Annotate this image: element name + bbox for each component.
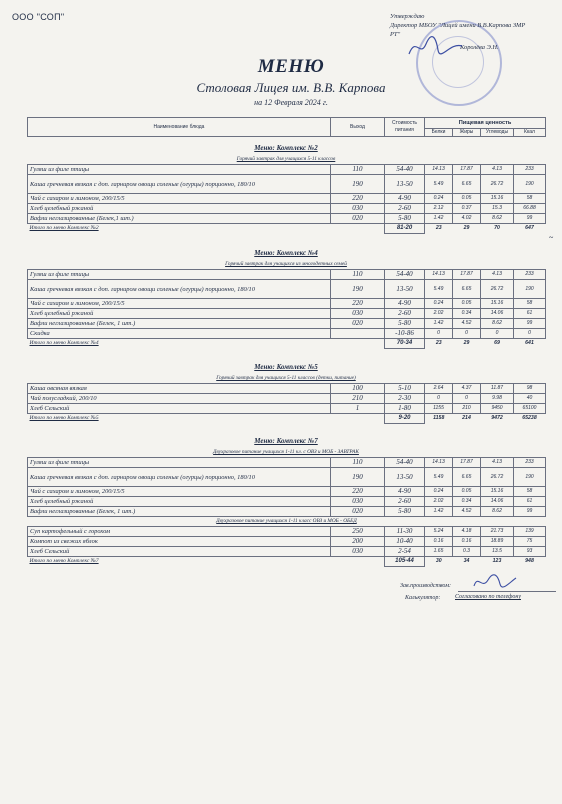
section-complex-5 bbox=[27, 362, 545, 424]
scribble-mark: ~ bbox=[549, 233, 554, 242]
dish-out: 020 bbox=[331, 507, 385, 517]
dish-out: 020 bbox=[331, 214, 385, 224]
dish-proteins: 2.02 bbox=[425, 497, 453, 507]
dish-proteins: 1.65 bbox=[425, 547, 453, 557]
total-proteins: 23 bbox=[435, 340, 442, 347]
table-row bbox=[28, 547, 546, 557]
dish-price: 2-60 bbox=[385, 309, 425, 319]
dish-fats: 0 bbox=[453, 329, 481, 339]
dish-kcal: 190 bbox=[514, 175, 546, 194]
dish-price: 2-30 bbox=[385, 394, 425, 404]
dish-price: 13-50 bbox=[385, 280, 425, 299]
dish-price: 4-90 bbox=[385, 299, 425, 309]
dish-carbs: 14.06 bbox=[481, 309, 514, 319]
total-row bbox=[28, 414, 546, 424]
dish-out: 030 bbox=[331, 547, 385, 557]
dish-fats: 210 bbox=[453, 404, 481, 414]
table-row bbox=[28, 309, 546, 319]
dish-price: 5-80 bbox=[385, 507, 425, 517]
total-label: Итого по меню Комплекс №7 bbox=[29, 558, 99, 565]
dish-price: 11-30 bbox=[385, 527, 425, 537]
dish-fats: 0.05 bbox=[453, 487, 481, 497]
dish-fats: 4.52 bbox=[453, 319, 481, 329]
dish-fats: 17.87 bbox=[453, 165, 481, 175]
dish-price: 2-60 bbox=[385, 204, 425, 214]
dish-proteins: 0.24 bbox=[425, 299, 453, 309]
section-complex-2 bbox=[27, 143, 545, 234]
dish-carbs: 8.62 bbox=[481, 507, 514, 517]
dish-name: Каша гречневая вязкая с доп. гарниром овощи соленые (огурцы) порционно, 180/10 bbox=[28, 468, 331, 487]
section-subtitle: Горячий завтрак для учащихся из многодетных семей bbox=[225, 261, 347, 267]
table-row bbox=[28, 194, 546, 204]
dish-proteins: 0 bbox=[425, 394, 453, 404]
dish-price: 2-54 bbox=[385, 547, 425, 557]
dish-carbs: 9450 bbox=[481, 404, 514, 414]
dish-kcal: 65100 bbox=[514, 404, 546, 414]
table-row bbox=[28, 468, 546, 487]
total-kcal: 65238 bbox=[522, 415, 537, 422]
dish-out: 220 bbox=[331, 194, 385, 204]
dish-kcal: 66.88 bbox=[514, 204, 546, 214]
total-carbs: 69 bbox=[494, 340, 500, 347]
dish-proteins: 14.13 bbox=[425, 458, 453, 468]
dish-fats: 6.65 bbox=[453, 175, 481, 194]
dish-out: 210 bbox=[331, 394, 385, 404]
table-row bbox=[28, 165, 546, 175]
table-row bbox=[28, 175, 546, 194]
dish-out: 020 bbox=[331, 319, 385, 329]
dish-name: Хлеб целебный ржаной bbox=[28, 204, 331, 214]
table-row bbox=[28, 270, 546, 280]
dish-fats: 4.02 bbox=[453, 214, 481, 224]
dish-proteins: 14.13 bbox=[425, 270, 453, 280]
dish-proteins: 14.13 bbox=[425, 165, 453, 175]
section-table bbox=[27, 164, 546, 234]
total-price: 105-44 bbox=[385, 557, 425, 567]
dish-out: 190 bbox=[331, 280, 385, 299]
dish-fats: 0.37 bbox=[453, 204, 481, 214]
dish-name: Каша овсяная вязкая bbox=[28, 384, 331, 394]
dish-kcal: 75 bbox=[514, 537, 546, 547]
dish-price: 4-90 bbox=[385, 194, 425, 204]
total-price: 70-34 bbox=[385, 339, 425, 349]
dish-carbs: 26.72 bbox=[481, 468, 514, 487]
dish-proteins: 2.64 bbox=[425, 384, 453, 394]
dish-name: Суп картофельный с горохом bbox=[28, 527, 331, 537]
dish-price: -10-86 bbox=[385, 329, 425, 339]
table-row bbox=[28, 404, 546, 414]
dish-kcal: 61 bbox=[514, 309, 546, 319]
total-price: 81-20 bbox=[385, 224, 425, 234]
table-row bbox=[28, 527, 546, 537]
dish-proteins: 1.42 bbox=[425, 214, 453, 224]
table-row bbox=[28, 280, 546, 299]
dish-kcal: 40 bbox=[514, 394, 546, 404]
dish-name: Хлеб целебный ржаной bbox=[28, 309, 331, 319]
producer-label: Зав.производством: bbox=[400, 583, 452, 589]
dish-out: 1 bbox=[331, 404, 385, 414]
dish-fats: 0 bbox=[453, 394, 481, 404]
dish-price: 13-50 bbox=[385, 175, 425, 194]
dish-proteins: 1.42 bbox=[425, 507, 453, 517]
dish-out: 030 bbox=[331, 309, 385, 319]
dish-name: Чай с сахаром и лимоном, 200/15/5 bbox=[28, 299, 331, 309]
dish-kcal: 233 bbox=[514, 458, 546, 468]
dish-carbs: 14.06 bbox=[481, 497, 514, 507]
dish-price: 4-90 bbox=[385, 487, 425, 497]
table-row bbox=[28, 384, 546, 394]
dish-kcal: 58 bbox=[514, 194, 546, 204]
dish-price: 54-40 bbox=[385, 165, 425, 175]
dish-proteins: 0 bbox=[425, 329, 453, 339]
dish-fats: 6.65 bbox=[453, 468, 481, 487]
table-row bbox=[28, 299, 546, 309]
section-table bbox=[27, 383, 546, 424]
page-subtitle: Столовая Лицея им. В.В. Карпова bbox=[196, 80, 386, 95]
dish-price: 2-60 bbox=[385, 497, 425, 507]
page-title: МЕНЮ bbox=[257, 56, 325, 77]
section-subtitle-2: Двухразовое питание учащихся 1-11 класс ОВЗ и МОБ - ОБЕД bbox=[216, 518, 357, 524]
dish-name: Хлеб Сельский bbox=[28, 404, 331, 414]
dish-fats: 4.18 bbox=[453, 527, 481, 537]
dish-name: Скидка bbox=[28, 329, 331, 339]
dish-kcal: 139 bbox=[514, 527, 546, 537]
dish-fats: 0.16 bbox=[453, 537, 481, 547]
header-proteins: Белки bbox=[425, 128, 453, 136]
dish-carbs: 15.16 bbox=[481, 487, 514, 497]
dish-price: 5-80 bbox=[385, 319, 425, 329]
total-label: Итого по меню Комплекс №4 bbox=[29, 340, 99, 347]
dish-out: 110 bbox=[331, 165, 385, 175]
dish-kcal: 190 bbox=[514, 280, 546, 299]
section-title: Меню: Комплекс №7 bbox=[254, 437, 318, 445]
dish-name: Вафли неглазированные (Белек,1 шт.) bbox=[28, 214, 331, 224]
header-price: Стоимость питания bbox=[385, 118, 425, 137]
total-price: 9-20 bbox=[385, 414, 425, 424]
approve-line-4: Королёва Э.Н. bbox=[460, 44, 499, 51]
dish-name: Вафли неглазированные (Белек, 1 шт.) bbox=[28, 507, 331, 517]
page-date: на 12 Февраля 2024 г. bbox=[254, 98, 328, 107]
dish-fats: 0.34 bbox=[453, 309, 481, 319]
total-carbs: 70 bbox=[494, 225, 500, 232]
signature-line bbox=[458, 591, 556, 592]
dish-name: Чай полусладкий, 200/10 bbox=[28, 394, 331, 404]
dish-out bbox=[331, 329, 385, 339]
total-row bbox=[28, 339, 546, 349]
dish-carbs: 13.5 bbox=[481, 547, 514, 557]
section-subtitle: Горячий завтрак для учащихся 5-11 классов bbox=[236, 156, 336, 162]
dish-carbs: 26.72 bbox=[481, 175, 514, 194]
dish-name: Вафли неглазированные (Белек, 1 шт.) bbox=[28, 319, 331, 329]
dish-name: Чай с сахаром и лимоном, 200/15/5 bbox=[28, 194, 331, 204]
dish-name: Компот из свежих яблок bbox=[28, 537, 331, 547]
approve-line-1: Утверждаю bbox=[390, 13, 425, 20]
dish-name: Каша гречневая вязкая с доп. гарниром овощи соленые (огурцы) порционно, 180/10 bbox=[28, 175, 331, 194]
dish-kcal: 99 bbox=[514, 214, 546, 224]
dish-carbs: 8.62 bbox=[481, 319, 514, 329]
dish-proteins: 2.02 bbox=[425, 309, 453, 319]
dish-out: 030 bbox=[331, 204, 385, 214]
header-carbs: Углеводы bbox=[481, 128, 514, 136]
dish-out: 110 bbox=[331, 270, 385, 280]
dish-carbs: 26.72 bbox=[481, 280, 514, 299]
total-row bbox=[28, 557, 546, 567]
dish-fats: 4.52 bbox=[453, 507, 481, 517]
dish-kcal: 190 bbox=[514, 468, 546, 487]
table-row bbox=[28, 394, 546, 404]
table-header bbox=[27, 117, 546, 137]
dish-proteins: 5.24 bbox=[425, 527, 453, 537]
table-row bbox=[28, 214, 546, 224]
section-title: Меню: Комплекс №2 bbox=[254, 144, 318, 152]
dish-carbs: 15.3 bbox=[481, 204, 514, 214]
dish-fats: 0.3 bbox=[453, 547, 481, 557]
producer-signature bbox=[470, 572, 520, 592]
table-row bbox=[28, 537, 546, 547]
subsection-row bbox=[28, 517, 546, 527]
dish-out: 250 bbox=[331, 527, 385, 537]
dish-proteins: 1155 bbox=[425, 404, 453, 414]
calc-label: Калькулятор: bbox=[405, 595, 441, 601]
table-row bbox=[28, 507, 546, 517]
approve-line-3: РТ" bbox=[390, 31, 401, 38]
dish-kcal: 99 bbox=[514, 507, 546, 517]
header-nutrition: Пищевая ценность bbox=[425, 118, 546, 129]
section-table bbox=[27, 269, 546, 349]
dish-fats: 6.65 bbox=[453, 280, 481, 299]
section-subtitle: Горячий завтрак для учащихся 5-11 классов (детки, питание) bbox=[216, 375, 356, 381]
dish-name: Гуляш из филе птицы bbox=[28, 165, 331, 175]
dish-out: 110 bbox=[331, 458, 385, 468]
total-kcal: 641 bbox=[525, 340, 534, 347]
org-name: ООО "СОП" bbox=[12, 12, 65, 22]
table-row bbox=[28, 204, 546, 214]
dish-price: 10-40 bbox=[385, 537, 425, 547]
dish-carbs: 18.89 bbox=[481, 537, 514, 547]
total-proteins: 30 bbox=[435, 558, 442, 565]
section-title: Меню: Комплекс №5 bbox=[254, 363, 318, 371]
dish-carbs: 15.16 bbox=[481, 194, 514, 204]
dish-kcal: 0 bbox=[514, 329, 546, 339]
table-row bbox=[28, 319, 546, 329]
total-label: Итого по меню Комплекс №2 bbox=[29, 225, 99, 232]
total-fats: 29 bbox=[463, 340, 470, 347]
dish-price: 54-40 bbox=[385, 270, 425, 280]
total-carbs: 9472 bbox=[491, 415, 503, 422]
dish-carbs: 0 bbox=[481, 329, 514, 339]
dish-proteins: 0.16 bbox=[425, 537, 453, 547]
dish-fats: 4.37 bbox=[453, 384, 481, 394]
dish-out: 190 bbox=[331, 468, 385, 487]
total-label: Итого по меню Комплекс №5 bbox=[29, 415, 99, 422]
dish-proteins: 2.12 bbox=[425, 204, 453, 214]
dish-out: 220 bbox=[331, 299, 385, 309]
total-row bbox=[28, 224, 546, 234]
dish-fats: 0.05 bbox=[453, 299, 481, 309]
dish-proteins: 0.24 bbox=[425, 194, 453, 204]
dish-name: Хлеб целебный ржаной bbox=[28, 497, 331, 507]
dish-out: 190 bbox=[331, 175, 385, 194]
total-proteins: 1158 bbox=[433, 415, 445, 422]
dish-proteins: 5.49 bbox=[425, 468, 453, 487]
dish-name: Гуляш из филе птицы bbox=[28, 270, 331, 280]
dish-price: 5-80 bbox=[385, 214, 425, 224]
section-subtitle: Двухразовое питание учащихся 1-11 кл. с ОВЗ и МОБ - ЗАВТРАК bbox=[213, 449, 359, 455]
dish-carbs: 15.16 bbox=[481, 299, 514, 309]
dish-kcal: 58 bbox=[514, 487, 546, 497]
dish-proteins: 0.24 bbox=[425, 487, 453, 497]
section-complex-7 bbox=[27, 436, 545, 567]
total-carbs: 123 bbox=[492, 558, 502, 565]
header-fats: Жиры bbox=[453, 128, 481, 136]
dish-carbs: 4.13 bbox=[481, 458, 514, 468]
dish-carbs: 11.87 bbox=[481, 384, 514, 394]
total-fats: 214 bbox=[462, 415, 471, 422]
dish-out: 200 bbox=[331, 537, 385, 547]
dish-carbs: 8.62 bbox=[481, 214, 514, 224]
dish-fats: 0.05 bbox=[453, 194, 481, 204]
dish-kcal: 93 bbox=[514, 547, 546, 557]
dish-price: 5-10 bbox=[385, 384, 425, 394]
dish-name: Каша гречневая вязкая с доп. гарниром овощи соленые (огурцы) порционно, 180/10 bbox=[28, 280, 331, 299]
table-row bbox=[28, 487, 546, 497]
approve-line-2: Директор МБОУ "Лицей имени В.В.Карпова ЗМР bbox=[390, 22, 526, 29]
dish-proteins: 5.49 bbox=[425, 175, 453, 194]
section-table bbox=[27, 457, 546, 567]
table-row bbox=[28, 497, 546, 507]
dish-kcal: 61 bbox=[514, 497, 546, 507]
dish-price: 54-40 bbox=[385, 458, 425, 468]
total-kcal: 647 bbox=[525, 225, 534, 232]
header-name: Наименование блюда bbox=[28, 118, 331, 137]
total-proteins: 23 bbox=[435, 225, 442, 232]
total-fats: 34 bbox=[463, 558, 470, 565]
dish-out: 100 bbox=[331, 384, 385, 394]
dish-carbs: 4.13 bbox=[481, 165, 514, 175]
dish-proteins: 5.49 bbox=[425, 280, 453, 299]
header-out: Выход bbox=[331, 118, 385, 137]
dish-carbs: 9.98 bbox=[481, 394, 514, 404]
dish-out: 030 bbox=[331, 497, 385, 507]
dish-kcal: 98 bbox=[514, 384, 546, 394]
total-kcal: 948 bbox=[525, 558, 534, 565]
dish-kcal: 233 bbox=[514, 270, 546, 280]
dish-fats: 0.34 bbox=[453, 497, 481, 507]
dish-kcal: 233 bbox=[514, 165, 546, 175]
dish-out: 220 bbox=[331, 487, 385, 497]
dish-fats: 17.87 bbox=[453, 458, 481, 468]
dish-price: 1-80 bbox=[385, 404, 425, 414]
calc-value: Согласовано по телефону bbox=[455, 594, 521, 600]
dish-kcal: 99 bbox=[514, 319, 546, 329]
dish-carbs: 4.13 bbox=[481, 270, 514, 280]
header-kcal: Ккал bbox=[514, 128, 546, 136]
section-title: Меню: Комплекс №4 bbox=[254, 249, 318, 257]
dish-price: 13-50 bbox=[385, 468, 425, 487]
section-complex-4 bbox=[27, 248, 545, 349]
table-row bbox=[28, 329, 546, 339]
dish-fats: 17.87 bbox=[453, 270, 481, 280]
table-row bbox=[28, 458, 546, 468]
dish-proteins: 1.42 bbox=[425, 319, 453, 329]
dish-carbs: 21.73 bbox=[481, 527, 514, 537]
total-fats: 29 bbox=[463, 225, 470, 232]
dish-kcal: 58 bbox=[514, 299, 546, 309]
dish-name: Хлеб Сельский bbox=[28, 547, 331, 557]
dish-name: Гуляш из филе птицы bbox=[28, 458, 331, 468]
dish-name: Чай с сахаром и лимоном, 200/15/5 bbox=[28, 487, 331, 497]
